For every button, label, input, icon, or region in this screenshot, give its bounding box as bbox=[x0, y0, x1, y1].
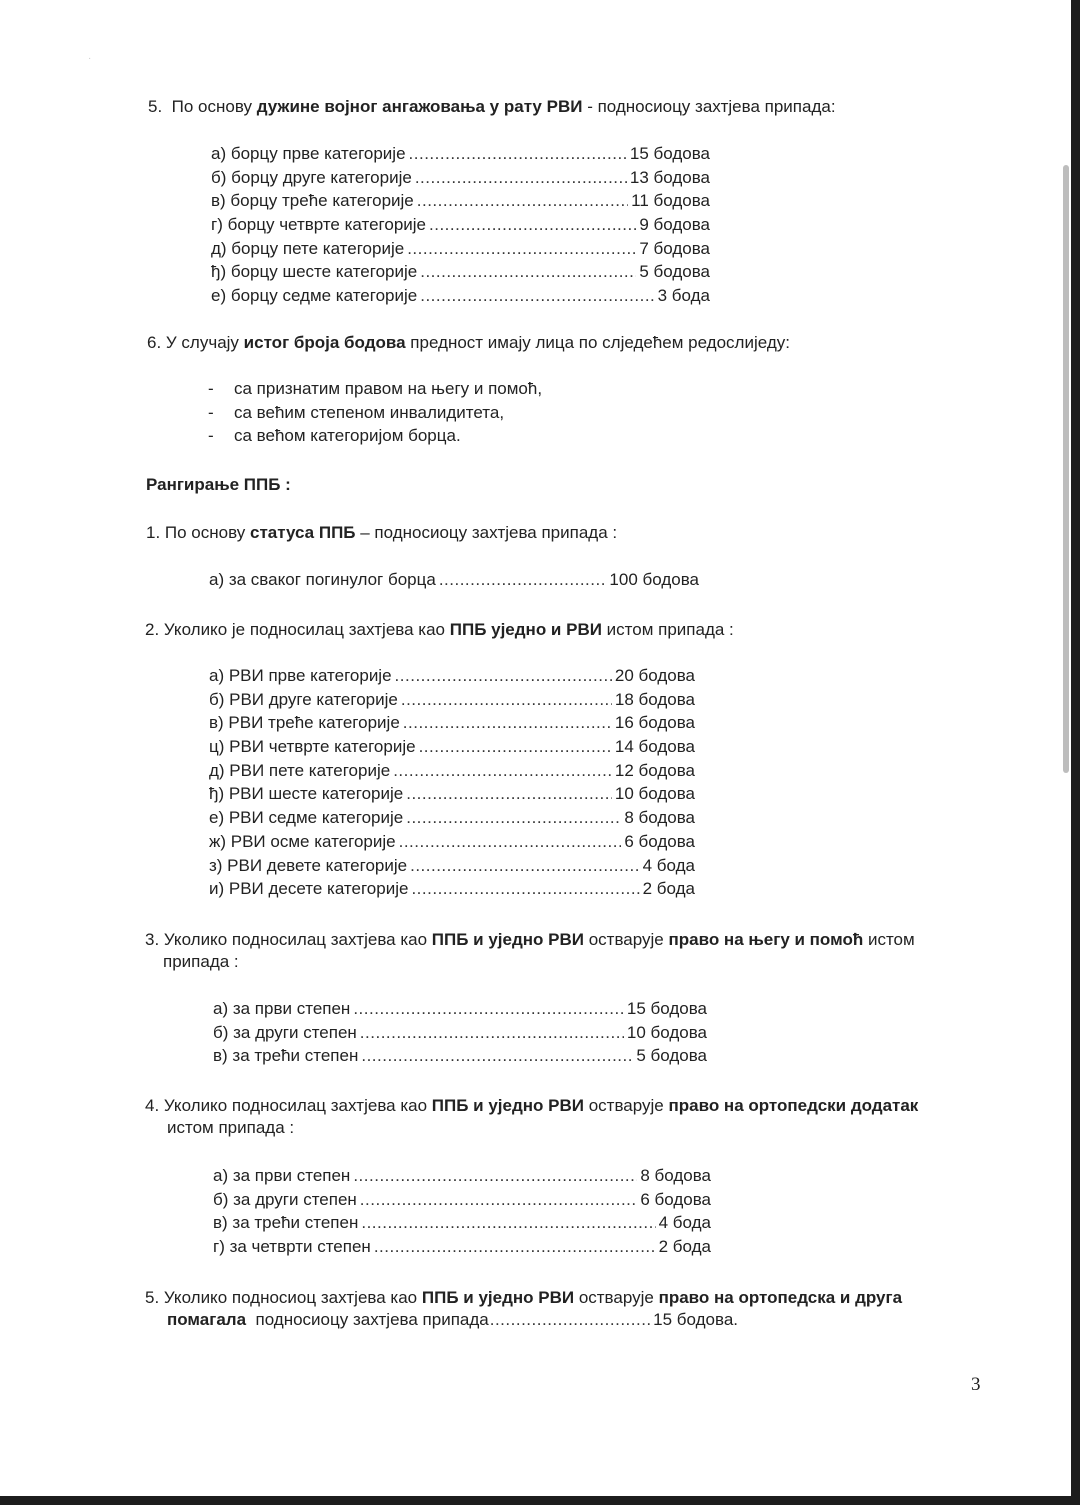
item-points: 15 бодова bbox=[629, 144, 710, 163]
bullet-dash: - bbox=[208, 379, 214, 398]
item-points: 20 бодова bbox=[614, 666, 695, 685]
item-label: б) за други степен bbox=[213, 1189, 357, 1209]
ppb-item-3-continuation: припада : bbox=[163, 952, 239, 971]
item-label: в) РВИ треће категорије bbox=[209, 713, 400, 733]
item-points: 6 бодова bbox=[640, 1189, 711, 1209]
item-label: в) за трећи степен bbox=[213, 1046, 359, 1066]
ppb-item-1-list bbox=[209, 568, 699, 592]
list-item bbox=[213, 1235, 711, 1259]
section-5-list bbox=[211, 142, 710, 308]
dot-leader bbox=[420, 260, 636, 284]
list-item bbox=[211, 166, 710, 190]
item-label: в) борцу треће категорије bbox=[211, 191, 414, 211]
list-item bbox=[209, 568, 699, 592]
dot-leader bbox=[417, 189, 628, 213]
dot-leader bbox=[353, 997, 624, 1021]
dot-leader bbox=[439, 568, 607, 592]
dot-leader bbox=[415, 166, 627, 190]
ppb-item-2-list bbox=[209, 664, 695, 901]
item-label: и) РВИ десете категорије bbox=[209, 879, 409, 899]
item-points: 2 бода bbox=[658, 1237, 711, 1257]
item-points: 4 бода bbox=[642, 855, 695, 875]
dot-leader bbox=[420, 284, 654, 308]
dot-leader bbox=[401, 688, 612, 712]
ppb-ranking-heading: Рангирање ППБ : bbox=[146, 475, 291, 494]
item-label: г) борцу четврте категорије bbox=[211, 215, 427, 235]
dot-leader bbox=[406, 782, 612, 806]
item-label: ђ) РВИ шесте категорије bbox=[209, 784, 404, 804]
dot-leader bbox=[407, 237, 636, 261]
dot-leader bbox=[374, 1235, 656, 1259]
list-item bbox=[209, 782, 695, 806]
item-points: 10 бодова bbox=[614, 784, 695, 804]
section-6-list bbox=[208, 377, 542, 448]
scan-mark: · bbox=[88, 53, 92, 64]
ppb-item-2-heading: 2. Уколико је подносилац захтјева као ППБ уједно и РВИ истом припада : bbox=[145, 620, 734, 639]
dot-leader bbox=[406, 806, 621, 830]
list-item bbox=[208, 401, 542, 425]
list-item bbox=[209, 854, 695, 878]
dot-leader bbox=[353, 1164, 637, 1188]
list-item bbox=[208, 424, 542, 448]
item-label: е) борцу седме категорије bbox=[211, 286, 418, 306]
bullet-dash: - bbox=[208, 426, 214, 445]
item-label: з) РВИ девете категорије bbox=[209, 855, 408, 875]
item-label: е) РВИ седме категорије bbox=[209, 808, 404, 828]
item-label: а) за први степен bbox=[213, 1166, 351, 1185]
ppb-item-4-heading: 4. Уколико подносилац захтјева као ППБ и уједно РВИ остварује право на ортопедски додатак bbox=[145, 1096, 919, 1115]
ppb-item-1-heading: 1. По основу статуса ППБ – подносиоцу захтјева припада : bbox=[146, 523, 618, 542]
dot-leader bbox=[411, 877, 639, 901]
item-points: 100 бодова bbox=[609, 570, 699, 589]
item-label: а) РВИ прве категорије bbox=[209, 666, 392, 685]
list-item bbox=[213, 1211, 711, 1235]
item-points: 11 бодова bbox=[631, 191, 710, 211]
ppb-item-5-heading: 5. Уколико подносиоц захтјева као ППБ и уједно РВИ остварује право на ортопедска и друга bbox=[145, 1288, 903, 1307]
item-label: г) за четврти степен bbox=[213, 1237, 371, 1257]
item-points: 8 бодова bbox=[624, 808, 695, 828]
dot-leader bbox=[409, 142, 627, 166]
list-item bbox=[213, 1164, 711, 1188]
dot-leader bbox=[399, 830, 622, 854]
section-6-heading: 6. У случају истог броја бодова предност имају лица по слједећем редослиједу: bbox=[147, 333, 790, 352]
list-item bbox=[213, 997, 707, 1021]
item-points: 3 бода bbox=[657, 286, 710, 306]
list-item bbox=[209, 830, 695, 854]
item-points: 15 бодова bbox=[626, 999, 707, 1018]
list-item bbox=[209, 688, 695, 712]
item-points: 14 бодова bbox=[614, 737, 695, 757]
dot-leader bbox=[360, 1188, 638, 1212]
item-label: а) за сваког погинулог борца bbox=[209, 570, 436, 589]
item-label: б) за други степен bbox=[213, 1022, 357, 1042]
ppb-item-4-list bbox=[213, 1164, 711, 1259]
item-label: а) борцу прве категорије bbox=[211, 144, 406, 163]
item-text: са признатим правом на његу и помоћ, bbox=[234, 379, 543, 398]
list-item bbox=[211, 189, 710, 213]
dot-leader bbox=[410, 854, 640, 878]
item-points: 12 бодова bbox=[614, 760, 695, 780]
bullet-dash: - bbox=[208, 402, 214, 422]
list-item bbox=[209, 877, 695, 901]
item-label: ж) РВИ осме категорије bbox=[209, 831, 396, 851]
item-points: 13 бодова bbox=[629, 167, 710, 187]
list-item bbox=[211, 213, 710, 237]
item-label: б) РВИ друге категорије bbox=[209, 689, 398, 709]
list-item bbox=[209, 711, 695, 735]
list-item bbox=[211, 260, 710, 284]
item-label: в) за трећи степен bbox=[213, 1213, 359, 1233]
dot-leader bbox=[360, 1021, 624, 1045]
dot-leader bbox=[361, 1044, 633, 1068]
item-text: са већом категоријом борца. bbox=[234, 426, 461, 445]
item-points: 5 бодова bbox=[639, 262, 710, 282]
dot-leader bbox=[393, 759, 612, 783]
list-item bbox=[208, 377, 542, 401]
item-points: 10 бодова bbox=[626, 1022, 707, 1042]
dot-leader bbox=[429, 213, 636, 237]
list-item bbox=[213, 1021, 707, 1045]
item-points: 6 бодова bbox=[624, 831, 695, 851]
dot-leader bbox=[395, 664, 612, 688]
item-points: 9 бодова bbox=[639, 215, 710, 235]
list-item bbox=[211, 284, 710, 308]
list-item bbox=[209, 759, 695, 783]
dot-leader bbox=[403, 711, 612, 735]
list-item bbox=[211, 237, 710, 261]
ppb-item-5-continuation: помагала подносиоцу захтјева припада ..... 15 бодова. bbox=[167, 1308, 738, 1332]
ppb-item-3-heading: 3. Уколико подносилац захтјева као ППБ и уједно РВИ остварује право на његу и помоћ истом bbox=[145, 930, 915, 949]
list-item bbox=[209, 806, 695, 830]
list-item bbox=[211, 142, 710, 166]
item-label: б) борцу друге категорије bbox=[211, 167, 412, 187]
dot-leader bbox=[419, 735, 612, 759]
item-label: д) борцу пете категорије bbox=[211, 238, 405, 258]
list-item bbox=[209, 664, 695, 688]
page-number: 3 bbox=[971, 1374, 981, 1395]
item-points: 2 бода bbox=[642, 879, 695, 899]
list-item bbox=[213, 1188, 711, 1212]
item-points: 16 бодова bbox=[614, 713, 695, 733]
list-item bbox=[209, 735, 695, 759]
list-item bbox=[213, 1044, 707, 1068]
scrollbar-thumb[interactable] bbox=[1063, 165, 1069, 773]
item-points: 18 бодова bbox=[614, 689, 695, 709]
item-points: 5 бодова bbox=[636, 1046, 707, 1066]
item-points: 8 бодова bbox=[640, 1166, 711, 1185]
item-text: са већим степеном инвалидитета, bbox=[234, 402, 505, 422]
item-label: ђ) борцу шесте категорије bbox=[211, 262, 418, 282]
item-label: д) РВИ пете категорије bbox=[209, 760, 391, 780]
section-5-heading: 5. По основу дужине војног ангажовања у рату РВИ - подносиоцу захтјева припада: bbox=[148, 97, 836, 116]
ppb-item-4-continuation: истом припада : bbox=[167, 1118, 295, 1137]
item-label: ц) РВИ четврте категорије bbox=[209, 737, 416, 757]
item-label: а) за први степен bbox=[213, 999, 351, 1018]
ppb-item-3-list bbox=[213, 997, 707, 1068]
item-points: 7 бодова bbox=[639, 238, 710, 258]
dot-leader bbox=[361, 1211, 655, 1235]
item-points: 4 бода bbox=[658, 1213, 711, 1233]
